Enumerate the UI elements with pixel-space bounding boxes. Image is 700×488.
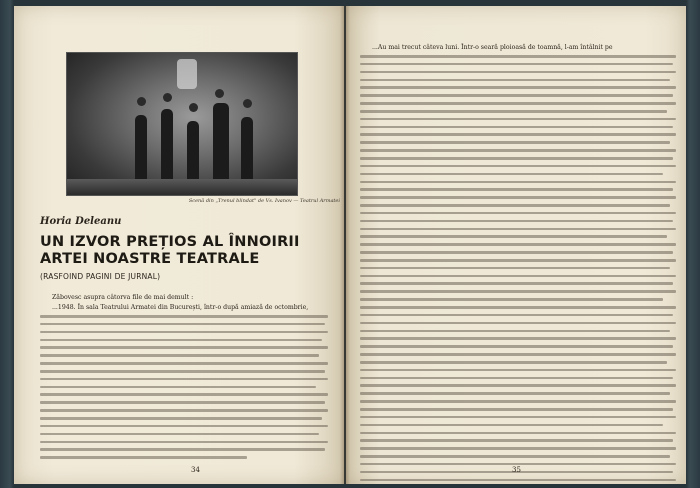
right-page-number: 35 xyxy=(512,466,521,474)
photo-figure xyxy=(161,109,173,181)
photo-figure xyxy=(135,115,147,181)
photo-figure-head xyxy=(215,89,224,98)
article-intro-line: Zăbovesc asupra câtorva file de mai demult : xyxy=(52,294,194,301)
photo-figure-head xyxy=(137,97,146,106)
theatre-scene-photo xyxy=(66,52,298,196)
photo-stage-lamp xyxy=(177,59,197,89)
article-author: Horia Deleanu xyxy=(40,216,122,227)
photo-stage-floor xyxy=(67,179,297,195)
left-body-text xyxy=(40,315,328,464)
photo-figure xyxy=(213,103,229,181)
photo-figure-head xyxy=(189,103,198,112)
article-subtitle: (RASFOIND PAGINI DE JURNAL) xyxy=(40,272,161,281)
article-title: UN IZVOR PREȚIOS AL ÎNNOIRII ARTEI NOASTRE TEATRALE xyxy=(40,234,300,267)
right-body-text xyxy=(360,55,676,486)
right-first-line: ...Au mai trecut câteva luni. Într-o seară ploioasă de toamnă, l-am întâlnit pe xyxy=(372,44,613,51)
photo-figure xyxy=(187,121,199,181)
book-gutter xyxy=(340,6,350,484)
photo-caption: Scenă din „Trenul blindat" de Vs. Ivanov — Teatrul Armatei xyxy=(188,198,340,204)
photo-figure-head xyxy=(243,99,252,108)
photo-figure xyxy=(241,117,253,181)
left-page-number: 34 xyxy=(191,466,200,474)
article-first-entry: ...1948. În sala Teatrului Armatei din București, într-o după amiază de octombrie, xyxy=(52,304,309,311)
photo-figure-head xyxy=(163,93,172,102)
